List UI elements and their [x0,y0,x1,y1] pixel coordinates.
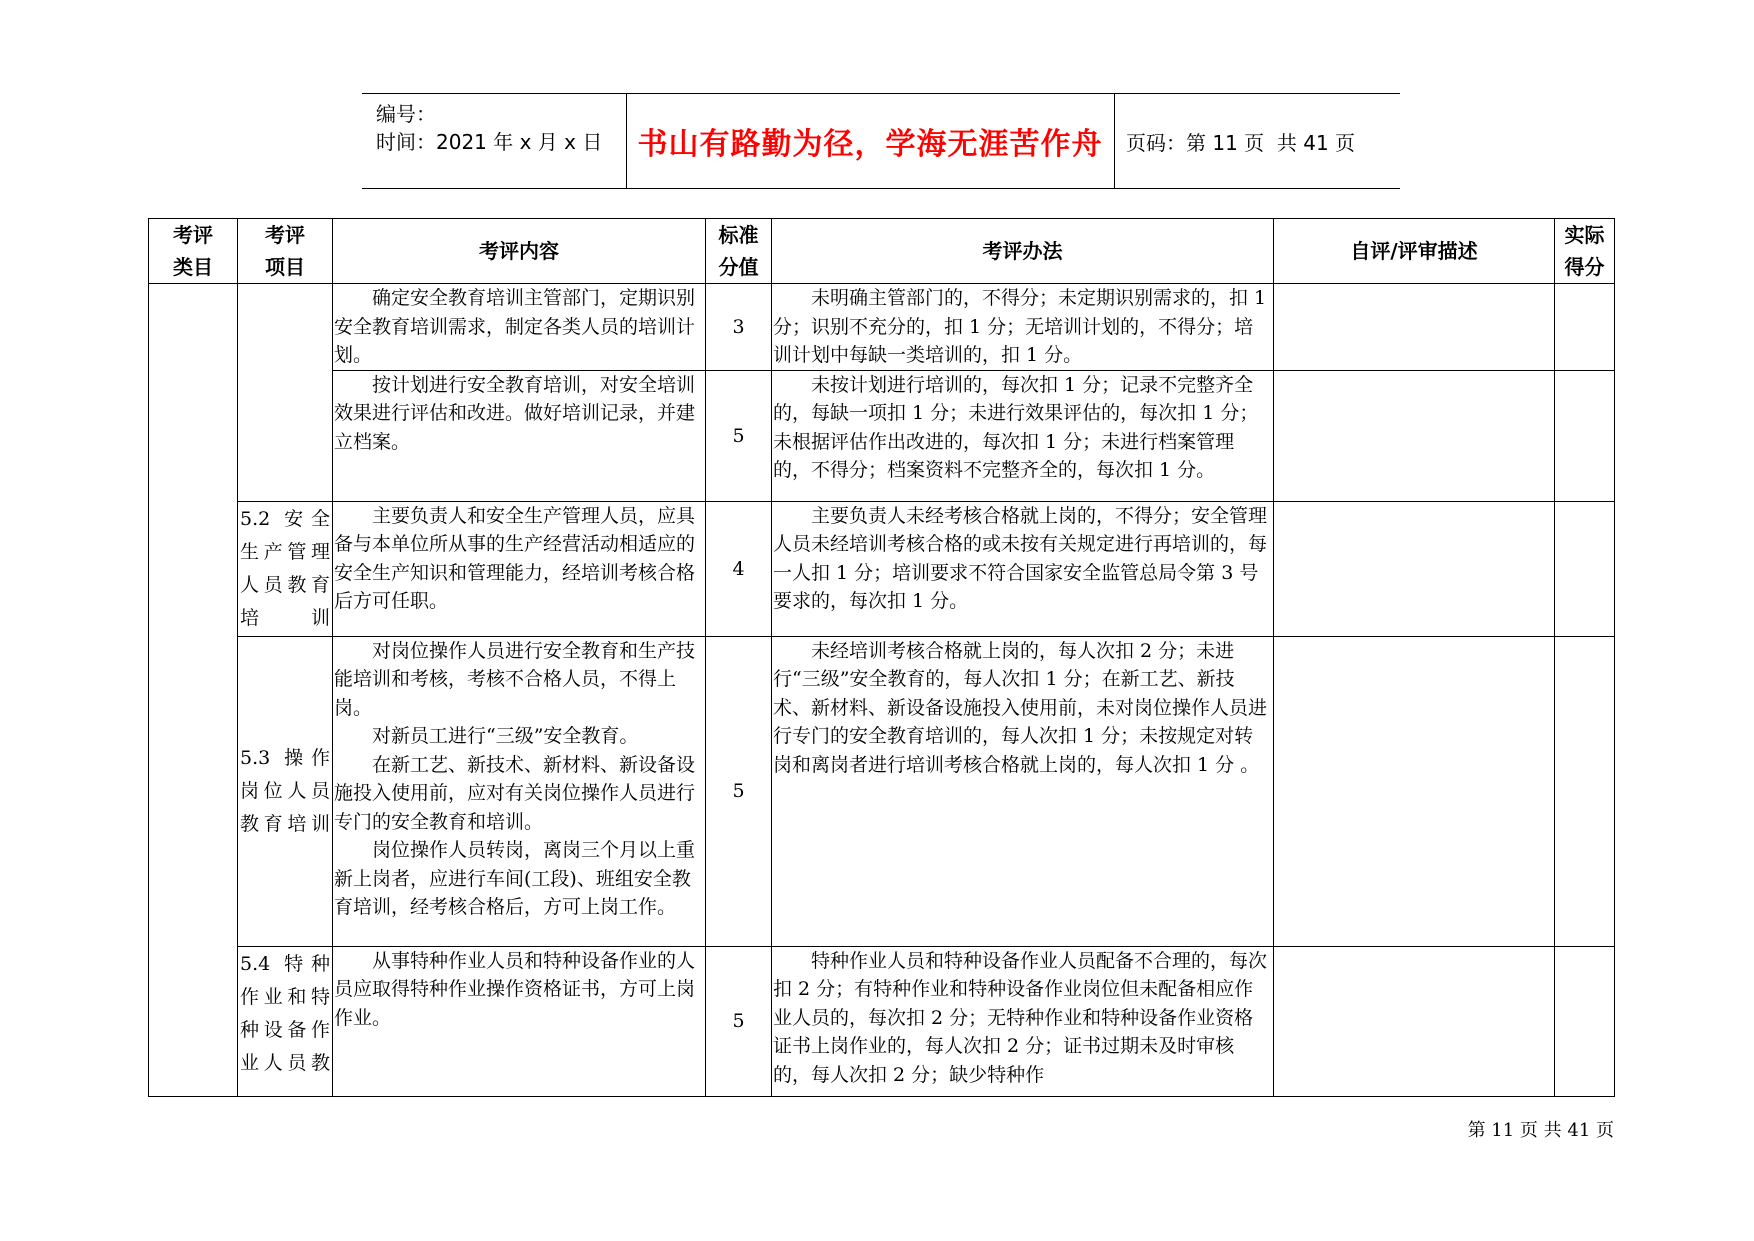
document-number-label: 编号： [376,102,436,126]
actual-score-cell [1555,284,1615,371]
actual-score-cell [1555,636,1615,946]
item-cell: 5.3 操作岗位人员教育培训 [238,636,333,946]
review-cell [1274,946,1555,1096]
review-cell [1274,284,1555,371]
method-cell: 特种作业人员和特种设备作业人员配备不合理的，每次扣 2 分；有特种作业和特种设备作业岗位但未配备相应作业人员的，每次扣 2 分；无特种作业和特种设备作业资格证书上岗作业的，每人次扣 2 分；证书过期未及时审核的，每人次扣 2 分；缺少特种作 [772,946,1274,1096]
score-cell: 3 [706,284,772,371]
document-date-label: 时间：2021 年 x 月 x 日 [376,130,603,154]
method-cell: 未经培训考核合格就上岗的，每人次扣 2 分；未进行“三级”安全教育的，每人次扣 1 分；在新工艺、新技术、新材料、新设备设施投入使用前，未对岗位操作人员进行专门的安全教育培训的，每人次扣 1 分；未按规定对转岗和离岗者进行培训考核合格就上岗的，每人次扣 1 分 。 [772,636,1274,946]
header-actual: 实际得分 [1555,219,1615,284]
header-motto-cell [626,94,1115,188]
table-header-row [149,219,1615,284]
header-item: 考评项目 [238,219,333,284]
table-row [149,370,1615,501]
content-cell: 主要负责人和安全生产管理人员，应具备与本单位所从事的生产经营活动相适应的安全生产知识和管理能力，经培训考核合格后方可任职。 [333,501,706,636]
header-score: 标准分值 [706,219,772,284]
actual-score-cell [1555,501,1615,636]
header-content: 考评内容 [333,219,706,284]
score-cell: 5 [706,946,772,1096]
table-row [149,946,1615,1096]
document-header [362,93,1400,189]
score-cell: 4 [706,501,772,636]
review-cell [1274,370,1555,501]
method-cell: 主要负责人未经考核合格就上岗的，不得分；安全管理人员未经培训考核合格的或未按有关规定进行再培训的，每一人扣 1 分；培训要求不符合国家安全监管总局令第 3 号要求的，每次扣 1 分。 [772,501,1274,636]
header-page-cell [1114,94,1400,188]
item-cell [238,284,333,502]
item-cell: 5.4 特种作业和特种设备作业人员教 [238,946,333,1096]
table-row [149,501,1615,636]
table-row [149,636,1615,946]
content-cell: 确定安全教育培训主管部门，定期识别安全教育培训需求，制定各类人员的培训计划。 [333,284,706,371]
header-motto: 书山有路勤为径，学海无涯苦作舟 [637,127,1103,162]
content-cell: 从事特种作业人员和特种设备作业的人员应取得特种作业操作资格证书，方可上岗作业。 [333,946,706,1096]
review-cell [1274,501,1555,636]
header-category: 考评类目 [149,219,238,284]
score-cell: 5 [706,636,772,946]
method-cell: 未明确主管部门的，不得分；未定期识别需求的，扣 1 分；识别不充分的，扣 1 分；无培训计划的，不得分；培训计划中每缺一类培训的，扣 1 分。 [772,284,1274,371]
item-cell: 5.2 安全生产管理人员教育培训 [238,501,333,636]
actual-score-cell [1555,946,1615,1096]
header-meta [362,94,627,188]
score-cell: 5 [706,370,772,501]
header-review: 自评/评审描述 [1274,219,1555,284]
actual-score-cell [1555,370,1615,501]
content-cell: 按计划进行安全教育培训，对安全培训效果进行评估和改进。做好培训记录，并建立档案。 [333,370,706,501]
content-cell: 对岗位操作人员进行安全教育和生产技能培训和考核，考核不合格人员，不得上岗。 对新员工进行“三级”安全教育。 在新工艺、新技术、新材料、新设备设施投入使用前，应对有关岗位操作人员进行专门的安全教育和培训。 岗位操作人员转岗，离岗三个月以上重新上岗者，应进行车间(工段)、班组安全教育培训，经考核合格后，方可上岗工作。 [333,636,706,946]
method-cell: 未按计划进行培训的，每次扣 1 分；记录不完整齐全的，每缺一项扣 1 分；未进行效果评估的，每次扣 1 分；未根据评估作出改进的，每次扣 1 分；未进行档案管理的，不得分；档案资料不完整齐全的，每次扣 1 分。 [772,370,1274,501]
header-method: 考评办法 [772,219,1274,284]
header-page-label: 页码：第 11 页 共 41 页 [1126,130,1356,155]
category-cell [149,284,238,1097]
evaluation-table [148,218,1615,1097]
page-footer: 第 11 页 共 41 页 [1467,1120,1614,1141]
table-row [149,284,1615,371]
review-cell [1274,636,1555,946]
